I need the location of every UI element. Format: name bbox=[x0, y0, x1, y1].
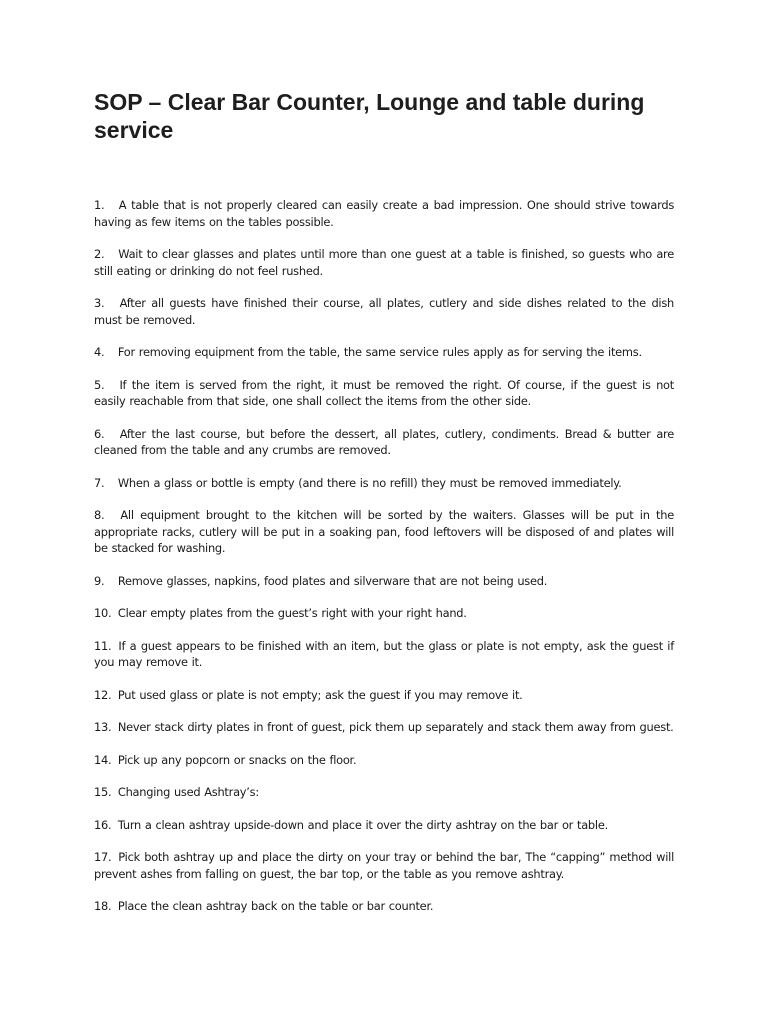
list-item-text: After the last course, but before the dessert, all plates, cutlery, condiments. Bread & butter are cleaned from the table and any crumbs are removed. bbox=[94, 426, 674, 457]
list-item-text: Never stack dirty plates in front of guest, pick them up separately and stack them away from guest. bbox=[117, 720, 674, 734]
list-item-text: If a guest appears to be finished with an item, but the glass or plate is not empty, ask the guest if you may remove it. bbox=[94, 638, 674, 669]
list-item-text: Clear empty plates from the guest’s right with your right hand. bbox=[117, 606, 467, 620]
list-item-number: 10. bbox=[94, 606, 112, 620]
list-item bbox=[94, 377, 674, 410]
list-item-number: 7. bbox=[94, 475, 105, 490]
list-item-text: Pick both ashtray up and place the dirty on your tray or behind the bar, The “capping” method will prevent ashes from falling on guest, the bar top, or the table as you remove ashtray. bbox=[94, 850, 674, 881]
list-item bbox=[94, 849, 674, 882]
document-page bbox=[94, 88, 674, 931]
list-item bbox=[94, 197, 674, 230]
list-item bbox=[94, 295, 674, 328]
list-item-number: 5. bbox=[94, 377, 105, 392]
list-item-text: Changing used Ashtray’s: bbox=[117, 785, 259, 799]
list-item bbox=[94, 426, 674, 459]
list-item bbox=[94, 752, 674, 769]
list-item-text: Remove glasses, napkins, food plates and silverware that are not being used. bbox=[117, 573, 548, 588]
list-item-number: 16. bbox=[94, 817, 112, 832]
list-item-number: 8. bbox=[94, 508, 105, 522]
list-item-number: 2. bbox=[94, 247, 105, 261]
list-item-text: For removing equipment from the table, the same service rules apply as for serving the items. bbox=[117, 345, 642, 359]
list-item-text: Wait to clear glasses and plates until more than one guest at a table is finished, so guests who are still eating or drinking do not feel rushed. bbox=[94, 247, 674, 278]
sop-list bbox=[94, 197, 674, 915]
list-item bbox=[94, 573, 674, 590]
list-item-text: When a glass or bottle is empty (and there is no refill) they must be removed immediately. bbox=[117, 475, 622, 490]
list-item bbox=[94, 817, 674, 834]
list-item-number: 14. bbox=[94, 752, 112, 767]
list-item-text: After all guests have finished their course, all plates, cutlery and side dishes related to the dish must be removed. bbox=[94, 296, 674, 327]
list-item-number: 3. bbox=[94, 296, 105, 310]
list-item-number: 1. bbox=[94, 198, 105, 212]
list-item-text: Turn a clean ashtray upside-down and place it over the dirty ashtray on the bar or table. bbox=[117, 817, 608, 832]
list-item bbox=[94, 507, 674, 557]
document-title: SOP – Clear Bar Counter, Lounge and table during service bbox=[94, 89, 645, 143]
list-item-number: 9. bbox=[94, 573, 105, 588]
list-item-text: A table that is not properly cleared can easily create a bad impression. One should strive towards having as few items on the tables possible. bbox=[94, 198, 675, 229]
list-item bbox=[94, 784, 674, 801]
list-item bbox=[94, 246, 674, 279]
list-item bbox=[94, 605, 674, 622]
list-item-text: All equipment brought to the kitchen will be sorted by the waiters. Glasses will be put in the appropriate racks, cutlery will be put in a soaking pan, food leftovers will be disposed of and plates will be stacked for washing. bbox=[94, 508, 674, 555]
list-item-text: Pick up any popcorn or snacks on the floor. bbox=[117, 752, 357, 767]
list-item bbox=[94, 687, 674, 704]
list-item-number: 4. bbox=[94, 345, 105, 359]
list-item-number: 18. bbox=[94, 899, 112, 913]
list-item bbox=[94, 344, 674, 361]
list-item-number: 13. bbox=[94, 720, 112, 734]
list-item-number: 15. bbox=[94, 785, 112, 799]
list-item bbox=[94, 719, 674, 736]
list-item bbox=[94, 475, 674, 492]
list-item-number: 17. bbox=[94, 850, 112, 864]
list-item bbox=[94, 898, 674, 915]
list-item-text: Put used glass or plate is not empty; ask the guest if you may remove it. bbox=[117, 687, 523, 702]
list-item-text: Place the clean ashtray back on the table or bar counter. bbox=[117, 899, 434, 913]
list-item-number: 12. bbox=[94, 687, 112, 702]
list-item-number: 6. bbox=[94, 426, 105, 441]
list-item bbox=[94, 638, 674, 671]
list-item-number: 11. bbox=[94, 638, 112, 653]
list-item-text: If the item is served from the right, it must be removed the right. Of course, if the guest is not easily reachable from that side, one shall collect the items from the other side. bbox=[94, 377, 674, 408]
